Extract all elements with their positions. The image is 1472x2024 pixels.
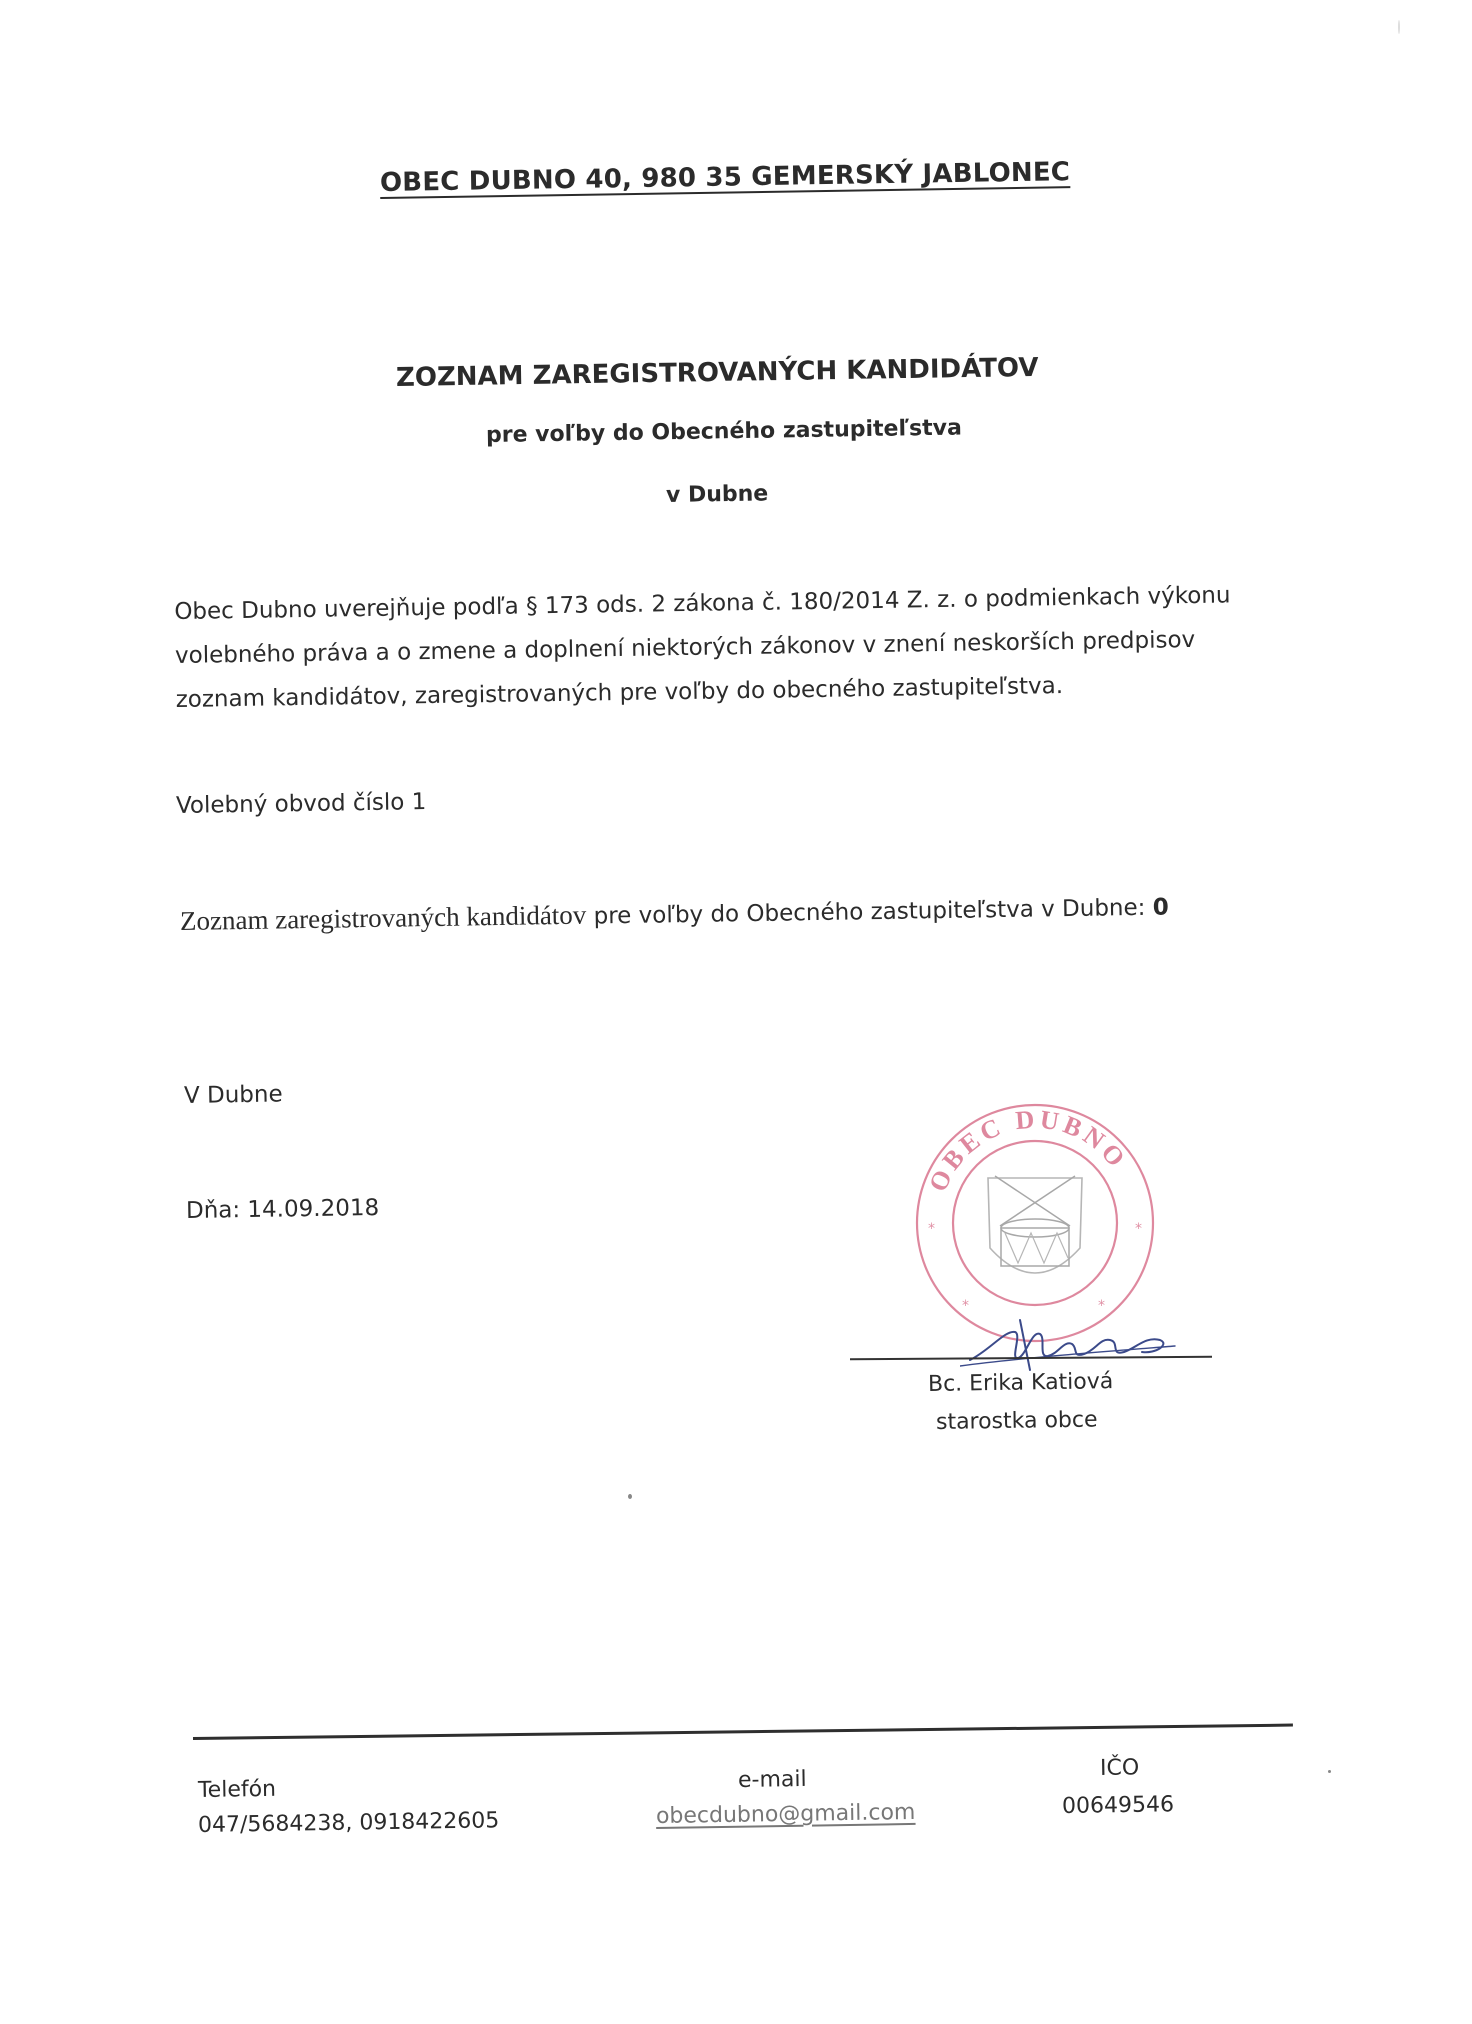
intro-line: volebného práva a o zmene a doplnení niektorých zákonov v znení neskorších predpisov — [174, 626, 1196, 669]
electoral-district: Volebný obvod číslo 1 — [175, 789, 427, 819]
svg-text:*: * — [1135, 1221, 1142, 1237]
document-title: ZOZNAM ZAREGISTROVANÝCH KANDIDÁTOV — [395, 352, 1039, 393]
signing-date: Dňa: 14.09.2018 — [185, 1194, 380, 1224]
handwritten-signature — [960, 1300, 1180, 1380]
svg-text:*: * — [962, 1298, 969, 1314]
phone-value: 047/5684238, 0918422605 — [197, 1808, 500, 1838]
scan-speck — [628, 1494, 632, 1499]
intro-paragraph — [174, 573, 1266, 722]
signer-role: starostka obce — [935, 1407, 1098, 1435]
count-prefix-serif: Zoznam zaregistrovaných kandidátov — [179, 899, 587, 936]
svg-text:OBEC DUBNO: OBEC DUBNO — [923, 1104, 1134, 1196]
signing-place: V Dubne — [183, 1081, 283, 1109]
phone-label: Telefón — [197, 1776, 277, 1803]
document-subtitle: pre voľby do Obecného zastupiteľstva — [485, 415, 963, 448]
intro-line: zoznam kandidátov, zaregistrovaných pre voľby do obecného zastupiteľstva. — [175, 673, 1064, 713]
document-place-line: v Dubne — [665, 481, 769, 508]
email-label: e-mail — [737, 1766, 807, 1793]
municipality-address: OBEC DUBNO 40, 980 35 GEMERSKÝ JABLONEC — [379, 157, 1071, 198]
footer-divider — [193, 1724, 1293, 1740]
ico-label: IČO — [1099, 1755, 1140, 1781]
candidate-count-line — [180, 890, 1169, 937]
svg-text:*: * — [928, 1221, 935, 1237]
candidate-count: 0 — [1152, 894, 1169, 921]
signer-name: Bc. Erika Katiová — [927, 1369, 1114, 1397]
count-prefix: pre voľby do Obecného zastupiteľstva v Dubne: — [586, 894, 1153, 930]
intro-line: Obec Dubno uverejňuje podľa § 173 ods. 2 zákona č. 180/2014 Z. z. o podmienkach výkonu — [174, 582, 1231, 625]
email-link[interactable]: obecdubno@gmail.com — [655, 1799, 916, 1829]
ico-value: 00649546 — [1061, 1792, 1175, 1819]
scan-speck — [1398, 20, 1400, 34]
scan-speck — [1328, 1770, 1331, 1773]
svg-text:*: * — [1098, 1298, 1105, 1314]
